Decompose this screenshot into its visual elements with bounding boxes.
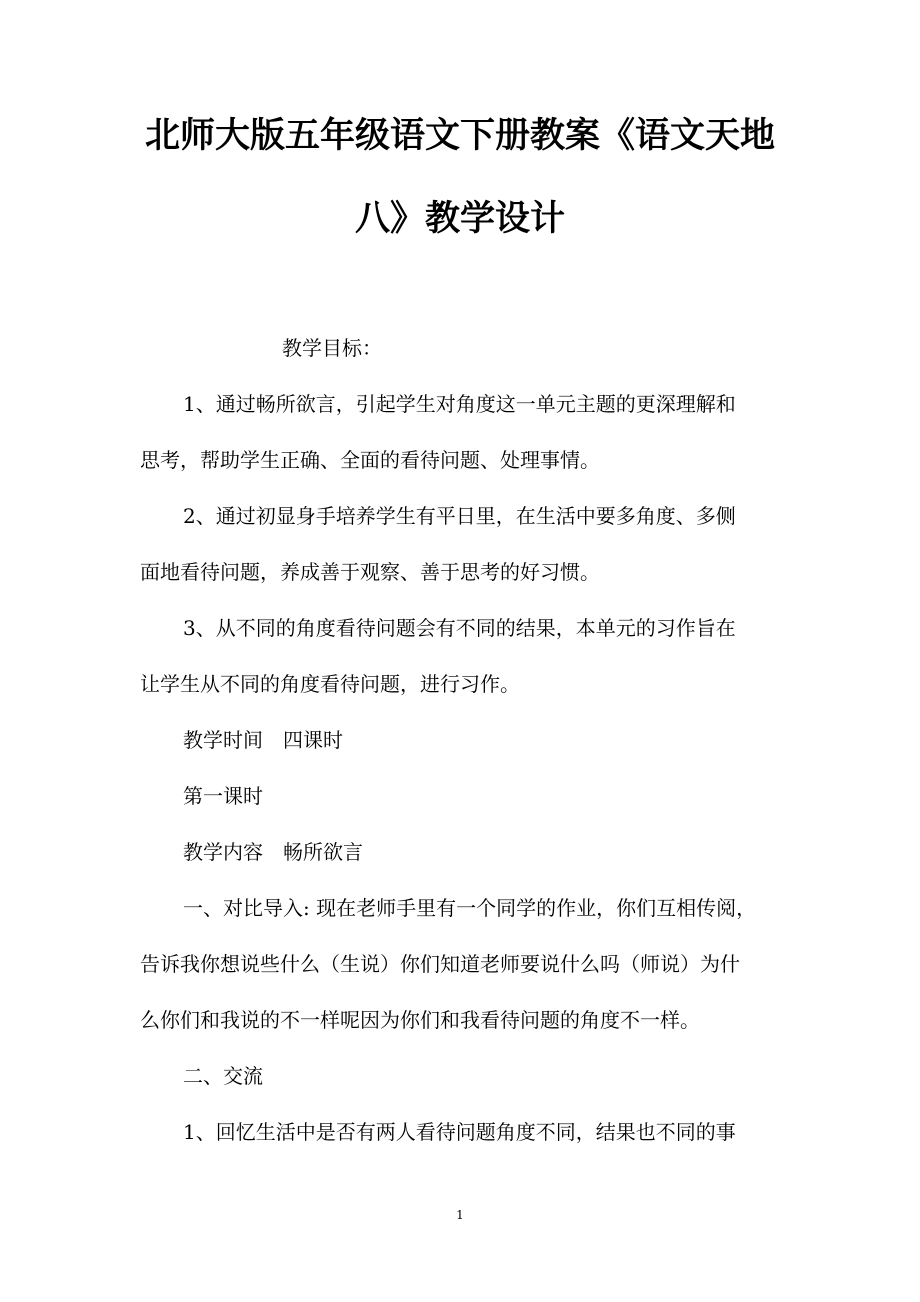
objective-2-cont: 面地看待问题，养成善于观察、善于思考的好习惯。	[140, 560, 600, 584]
page-number: 1	[456, 1208, 464, 1222]
title-line-1: 北师大版五年级语文下册教案《语文天地	[144, 115, 775, 156]
document-body	[140, 320, 784, 1160]
objective-3: 3、从不同的角度看待问题会有不同的结果，本单元的习作旨在	[183, 616, 736, 640]
objectives-heading: 教学目标：	[282, 336, 382, 360]
lesson-1-heading: 第一课时	[183, 784, 263, 808]
section-2-heading: 二、交流	[183, 1064, 263, 1088]
objective-1-cont: 思考，帮助学生正确、全面的看待问题、处理事情。	[140, 448, 600, 472]
section-2-item-1: 1、回忆生活中是否有两人看待问题角度不同，结果也不同的事	[183, 1120, 736, 1144]
intro-paragraph-cont-2: 么你们和我说的不一样呢因为你们和我看待问题的角度不一样。	[140, 1008, 700, 1032]
intro-paragraph: 一、对比导入: 现在老师手里有一个同学的作业，你们互相传阅，	[183, 896, 757, 920]
title-line-2: 八》教学设计	[354, 198, 565, 239]
teaching-time: 教学时间 四课时	[183, 728, 343, 752]
objective-2: 2、通过初显身手培养学生有平日里，在生活中要多角度、多侧	[183, 504, 736, 528]
objective-1: 1、通过畅所欲言，引起学生对角度这一单元主题的更深理解和	[183, 392, 736, 416]
teaching-content: 教学内容 畅所欲言	[183, 840, 363, 864]
intro-paragraph-cont-1: 告诉我你想说些什么（生说）你们知道老师要说什么吗（师说）为什	[140, 952, 740, 976]
objective-3-cont: 让学生从不同的角度看待问题，进行习作。	[140, 672, 520, 696]
document-title	[0, 94, 920, 260]
